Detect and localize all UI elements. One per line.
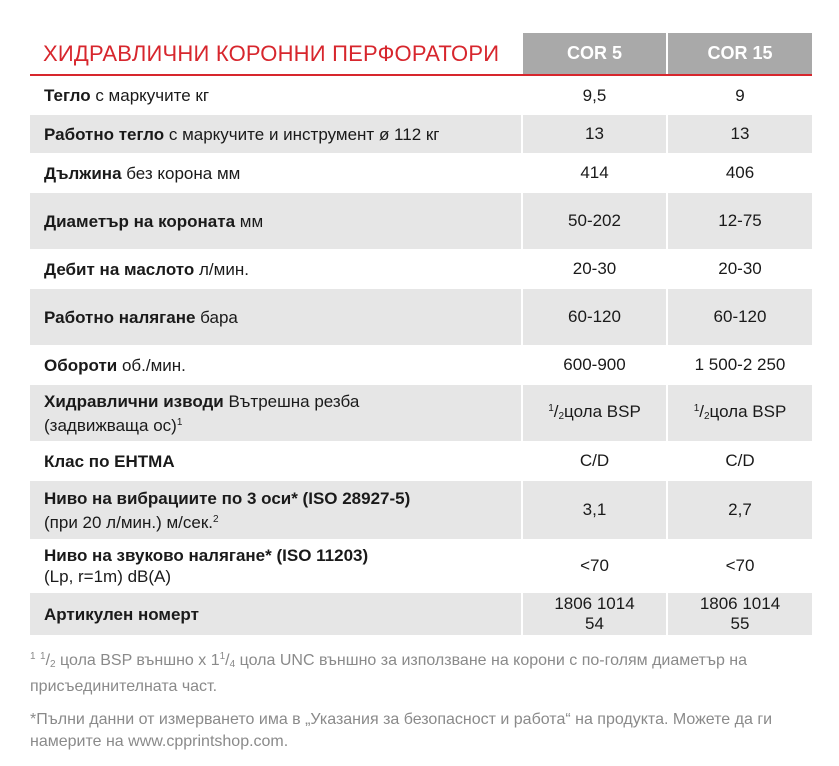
value-cor5: 9,5 (522, 75, 667, 115)
table-row (30, 249, 812, 289)
row-label: Артикулен номерт (30, 593, 522, 635)
footnote-1: $^1$ $^1/_2$ цола BSP външно x $1^1/_4$ цола UNC външно за използване на корони с по-голям диаметър на присъединителната част. (30, 651, 748, 695)
value-cor15: 9 (667, 75, 812, 115)
value-cor15: $^1/_2цола$ BSP (667, 385, 812, 441)
value-cor15: 1806 1014 55 (667, 593, 812, 635)
table-header-row (30, 33, 812, 75)
model-header-cor5: COR 5 (522, 33, 667, 75)
row-label: Ниво на вибрациите по 3 оси* (ISO 28927-5) (при 20 л/мин.) м/сек.$^2$ (30, 481, 522, 539)
value-cor5: 60-120 (522, 289, 667, 345)
table-row (30, 289, 812, 345)
value-cor5: 600-900 (522, 345, 667, 385)
value-cor5: 20-30 (522, 249, 667, 289)
value-cor15: 12-75 (667, 193, 812, 249)
value-cor5: 13 (522, 115, 667, 153)
table-row (30, 385, 812, 441)
table-row (30, 75, 812, 115)
value-cor5: 1806 1014 54 (522, 593, 667, 635)
row-label: Обороти об./мин. (30, 345, 522, 385)
value-cor15: 60-120 (667, 289, 812, 345)
row-label: Хидравлични изводи Вътрешна резба (задвижваща ос)$^1$ (30, 385, 522, 441)
value-cor15: 2,7 (667, 481, 812, 539)
footnote-measurement: *Пълни данни от измерването има в „Указания за безопасност и работа“ на продукта. Можете да ги намерите на www.cpprintshop.com. (30, 711, 773, 750)
value-cor15: <70 (667, 539, 812, 593)
table-row (30, 345, 812, 385)
table-row (30, 153, 812, 193)
row-label: Тегло с маркучите кг (30, 75, 522, 115)
value-cor15: 1 500-2 250 (667, 345, 812, 385)
value-cor15: 20-30 (667, 249, 812, 289)
footnote-marker: 2 (213, 513, 219, 525)
value-cor5: $^1/_2цола$ BSP (522, 385, 667, 441)
spec-table (30, 33, 812, 635)
table-row (30, 193, 812, 249)
row-label: Работно тегло с маркучите и инструмент ø 112 кг (30, 115, 522, 153)
row-label: Клас по ЕНТМА (30, 441, 522, 481)
table-title: ХИДРАВЛИЧНИ КОРОННИ ПЕРФОРАТОРИ (30, 33, 522, 75)
value-cor5: C/D (522, 441, 667, 481)
value-cor5: 414 (522, 153, 667, 193)
table-row (30, 441, 812, 481)
value-cor15: 406 (667, 153, 812, 193)
table-row (30, 115, 812, 153)
row-label: Ниво на звуково налягане* (ISO 11203) (Lp, r=1m) dB(A) (30, 539, 522, 593)
row-label: Диаметър на короната мм (30, 193, 522, 249)
footnotes (30, 646, 820, 753)
table-row (30, 539, 812, 593)
row-label: Дебит на маслото л/мин. (30, 249, 522, 289)
value-cor5: 3,1 (522, 481, 667, 539)
spec-sheet (30, 33, 812, 635)
table-row (30, 481, 812, 539)
value-cor15: 13 (667, 115, 812, 153)
footnote-marker: 1 (176, 416, 183, 428)
value-cor5: <70 (522, 539, 667, 593)
model-header-cor15: COR 15 (667, 33, 812, 75)
table-row (30, 593, 812, 635)
row-label: Работно налягане бара (30, 289, 522, 345)
value-cor5: 50-202 (522, 193, 667, 249)
value-cor15: C/D (667, 441, 812, 481)
row-label: Дължина без корона мм (30, 153, 522, 193)
